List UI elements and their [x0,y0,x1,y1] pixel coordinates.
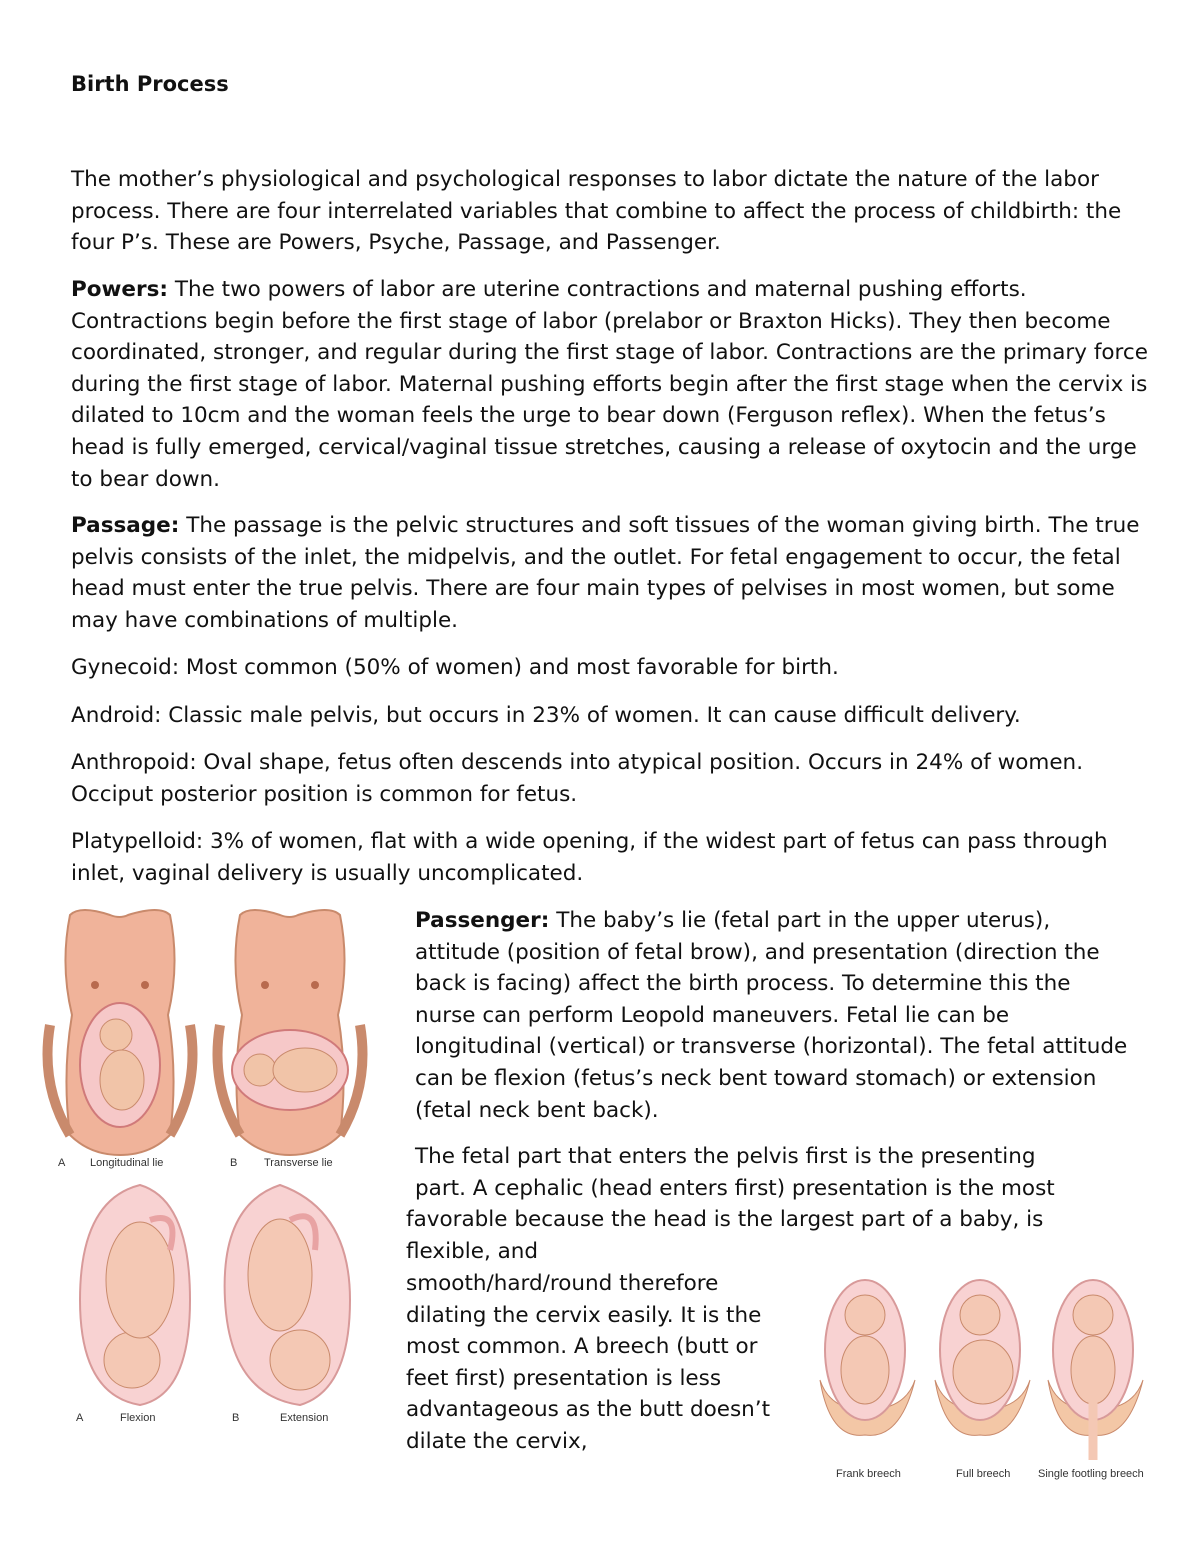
passage-label: Passage: [71,513,180,538]
attitude-b-caption: Extension [280,1412,329,1424]
fetal-attitude-illustration [40,1180,370,1410]
powers-paragraph [71,274,1151,495]
presenting-line-1: The fetal part that enters the pelvis first is the presenting [415,1144,1036,1169]
lie-a-letter: A [58,1157,66,1169]
presenting-continuation: smooth/hard/round therefore dilating the cervix easily. It is the most common. A breech (butt or feet first) presentation is less advantageous as the butt doesn’t dilate the cervix, [406,1271,771,1454]
breech-footling-caption: Single footling breech [1038,1468,1144,1480]
passage-text: The passage is the pelvic structures and soft tissues of the woman giving birth. The true pelvis consists of the inlet, the midpelvis, and the outlet. For fetal engagement to occur, the fetal head must enter the true pelvis. There are four main types of pelvises in most women, but some may have combinations of multiple. [71,513,1140,633]
lie-a-caption: Longitudinal lie [90,1157,164,1169]
document-title: Birth Process [71,72,229,96]
presenting-line-2: part. A cephalic (head enters first) presentation is the most [415,1175,1055,1201]
passenger-label: Passenger: [415,908,550,933]
fetal-lie-illustration [40,905,370,1165]
breech-figure [810,1270,1155,1485]
attitude-b-letter: B [232,1412,240,1424]
attitude-a-letter: A [76,1412,84,1424]
android-paragraph: Android: Classic male pelvis, but occurs in 23% of women. It can cause difficult delivery. [71,703,1021,728]
fetal-lie-figure [40,905,370,1175]
attitude-a-caption: Flexion [120,1412,156,1424]
passenger-paragraph [415,905,1135,1126]
lie-b-caption: Transverse lie [264,1157,333,1169]
presenting-block [406,1141,1155,1267]
passage-paragraph [71,510,1151,636]
breech-illustration [810,1270,1155,1465]
presenting-line-4: flexible, and [406,1238,539,1264]
powers-text: The two powers of labor are uterine contractions and maternal pushing efforts. Contractions begin before the first stage of labor (prelabor or Braxton Hicks). They then become coordinated, stronger, and regular during the first stage of labor. Contractions are the primary force during the first stage of labor. Maternal pushing efforts begin after the first stage when the cervix is dilated to 10cm and the woman feels the urge to bear down (Ferguson reflex). When the fetus’s head is fully emerged, cervical/vaginal tissue stretches, causing a release of oxytocin and the urge to bear down. [71,277,1148,492]
fetal-attitude-figure [40,1180,370,1430]
breech-full-caption: Full breech [956,1468,1011,1480]
gynecoid-paragraph: Gynecoid: Most common (50% of women) and most favorable for birth. [71,655,839,680]
intro-paragraph: The mother’s physiological and psychological responses to labor dictate the nature of the labor process. There are four interrelated variables that combine to affect the process of childbirth: the four P’s. These are Powers, Psyche, Passage, and Passenger. [71,167,1122,256]
platypelloid-paragraph: Platypelloid: 3% of women, flat with a wide opening, if the widest part of fetus can pass through inlet, vaginal delivery is usually uncomplicated. [71,829,1108,886]
breech-frank-caption: Frank breech [836,1468,901,1480]
anthropoid-paragraph: Anthropoid: Oval shape, fetus often descends into atypical position. Occurs in 24% of women. Occiput posterior position is common for fetus. [71,750,1084,807]
presenting-line-3: favorable because the head is the largest part of a baby, is [406,1207,1044,1233]
passenger-text: The baby’s lie (fetal part in the upper uterus), attitude (position of fetal brow), and presentation (direction the back is facing) affect the birth process. To determine this the nurse can perform Leopold maneuvers. Fetal lie can be longitudinal (vertical) or transverse (horizontal). The fetal attitude can be flexion (fetus’s neck bent toward stomach) or extension (fetal neck bent back). [415,908,1128,1123]
lie-b-letter: B [230,1157,238,1169]
powers-label: Powers: [71,277,168,302]
